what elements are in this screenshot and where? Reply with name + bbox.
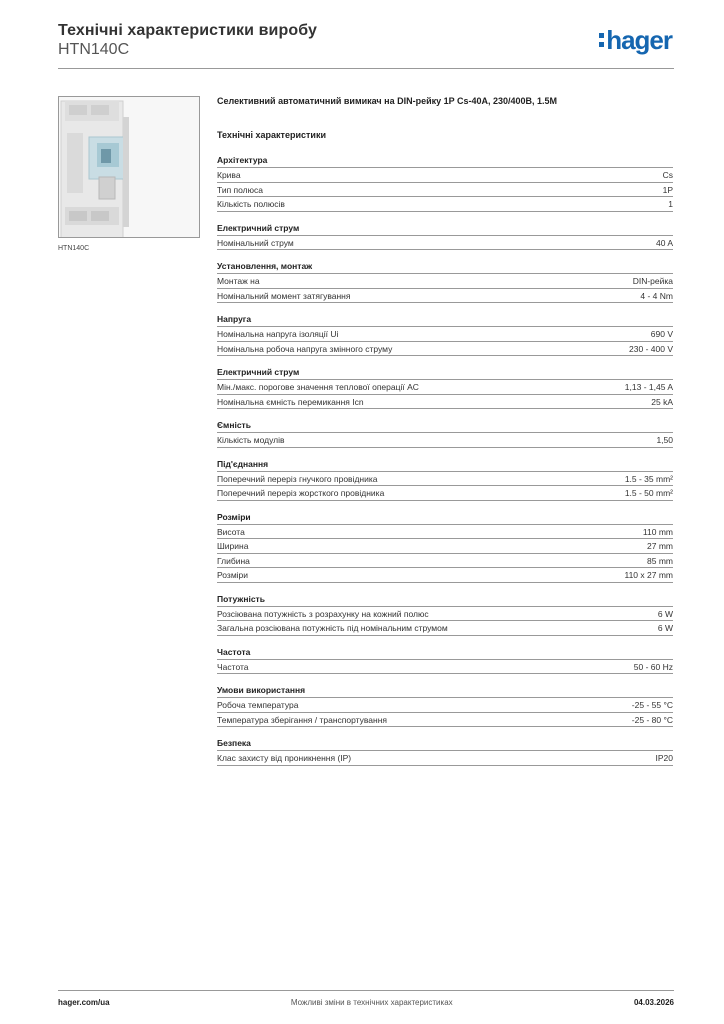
spec-value: 40 A	[655, 237, 673, 248]
header-divider	[58, 68, 674, 69]
spec-section	[217, 684, 673, 727]
spec-section	[217, 593, 673, 636]
spec-value: -25 - 80 °C	[631, 714, 673, 725]
section-title: Архітектура	[217, 154, 673, 168]
spec-row	[217, 472, 673, 487]
spec-label: Розсіювана потужність з розрахунку на кожний полюс	[217, 608, 429, 619]
section-title: Частота	[217, 646, 673, 660]
footer-website-link[interactable]: hager.com/ua	[58, 998, 110, 1007]
spec-section	[217, 511, 673, 583]
section-title: Безпека	[217, 737, 673, 751]
section-title: Ємність	[217, 419, 673, 433]
tech-characteristics-title: Технічні характеристики	[217, 130, 326, 140]
spec-label: Висота	[217, 526, 245, 537]
spec-section	[217, 646, 673, 675]
spec-sections	[217, 154, 673, 766]
spec-value: 110 mm	[642, 526, 673, 537]
spec-section	[217, 222, 673, 251]
spec-label: Ширина	[217, 541, 249, 551]
spec-row	[217, 236, 673, 251]
spec-row	[217, 168, 673, 183]
footer-disclaimer: Можливі зміни в технічних характеристиках	[290, 998, 453, 1007]
footer-date: 04.03.2026	[633, 998, 674, 1007]
logo-text: hager	[606, 25, 672, 55]
spec-row	[217, 568, 673, 583]
spec-label: Глибина	[217, 555, 250, 566]
spec-label: Загальна розсіювана потужність під номінальним струмом	[217, 623, 448, 633]
spec-row	[217, 395, 673, 410]
section-title: Електричний струм	[217, 222, 673, 236]
spec-label: Номінальна робоча напруга змінного струму	[217, 343, 393, 354]
spec-row	[217, 525, 673, 540]
spec-section	[217, 154, 673, 212]
spec-section	[217, 366, 673, 409]
spec-label: Мін./макс. порогове значення теплової операції AC	[217, 382, 419, 392]
spec-label: Температура зберігання / транспортування	[217, 714, 388, 725]
section-title: Під'єднання	[217, 458, 673, 472]
spec-row	[217, 197, 673, 212]
section-title: Потужність	[217, 593, 673, 607]
spec-label: Крива	[217, 170, 241, 180]
spec-label: Монтаж на	[217, 276, 260, 286]
section-title: Умови використання	[217, 684, 673, 698]
page-footer	[58, 998, 674, 1007]
spec-value: 1,50	[656, 435, 673, 445]
section-title: Розміри	[217, 511, 673, 525]
spec-value: 110 x 27 mm	[624, 570, 673, 580]
spec-content	[217, 96, 673, 776]
spec-value: 1.5 - 35 mm²	[624, 473, 673, 484]
spec-row	[217, 486, 673, 501]
spec-section	[217, 737, 673, 766]
spec-row	[217, 433, 673, 448]
spec-row	[217, 274, 673, 289]
spec-label: Поперечний переріз жорсткого провідника	[217, 488, 385, 498]
spec-value: 1.5 - 50 mm²	[624, 488, 673, 498]
section-title: Установлення, монтаж	[217, 260, 673, 274]
spec-row	[217, 342, 673, 357]
spec-value: 6 W	[657, 623, 673, 633]
product-description: Селективний автоматичний вимикач на DIN-рейку 1P Cs-40A, 230/400В, 1.5M	[217, 96, 558, 106]
spec-value: 6 W	[657, 608, 673, 619]
spec-section	[217, 260, 673, 303]
spec-value: Cs	[662, 170, 673, 180]
spec-row	[217, 751, 673, 766]
spec-section	[217, 458, 673, 501]
product-code: HTN140C	[58, 41, 130, 58]
spec-value: 690 V	[650, 329, 673, 339]
spec-value: 85 mm	[647, 555, 673, 566]
spec-label: Клас захисту від проникнення (IP)	[217, 753, 352, 763]
spec-label: Номінальний момент затягування	[217, 290, 351, 301]
spec-label: Робоча температура	[217, 700, 299, 710]
product-image	[58, 96, 200, 238]
spec-row	[217, 183, 673, 198]
hager-logo[interactable]	[599, 25, 672, 55]
spec-section	[217, 419, 673, 448]
spec-row	[217, 698, 673, 713]
spec-section	[217, 313, 673, 356]
spec-label: Номінальний струм	[217, 237, 294, 248]
spec-label: Розміри	[217, 570, 249, 580]
section-title: Електричний струм	[217, 366, 673, 380]
spec-value: IP20	[655, 753, 673, 763]
spec-row	[217, 660, 673, 675]
spec-row	[217, 713, 673, 728]
section-title: Напруга	[217, 313, 673, 327]
spec-value: 230 - 400 V	[629, 343, 673, 354]
spec-label: Кількість полюсів	[217, 199, 285, 209]
page-title: Технічні характеристики виробу	[58, 22, 317, 39]
spec-row	[217, 539, 673, 554]
spec-value: 4 - 4 Nm	[640, 290, 673, 301]
spec-row	[217, 607, 673, 622]
spec-value: DIN-рейка	[632, 276, 673, 286]
spec-label: Поперечний переріз гнучкого провідника	[217, 473, 378, 484]
spec-row	[217, 621, 673, 636]
circuit-breaker-icon	[59, 97, 200, 238]
footer-divider	[58, 990, 674, 991]
spec-value: 27 mm	[647, 541, 673, 551]
spec-label: Номінальна напруга ізоляції Ui	[217, 329, 339, 339]
spec-value: 25 kA	[651, 396, 673, 407]
spec-value: 1P	[662, 184, 673, 195]
spec-value: 1	[668, 199, 673, 209]
spec-label: Номінальна ємність перемикання Icn	[217, 396, 364, 407]
product-image-caption: HTN140C	[58, 245, 90, 252]
spec-row	[217, 380, 673, 395]
spec-label: Частота	[217, 661, 249, 672]
spec-value: -25 - 55 °C	[631, 700, 673, 710]
spec-row	[217, 289, 673, 304]
spec-value: 1,13 - 1,45 A	[624, 382, 673, 392]
page-header	[58, 22, 674, 59]
spec-row	[217, 327, 673, 342]
logo-colon-icon	[599, 33, 604, 51]
spec-value: 50 - 60 Hz	[633, 661, 673, 672]
spec-row	[217, 554, 673, 569]
spec-label: Кількість модулів	[217, 435, 285, 445]
spec-label: Тип полюса	[217, 184, 263, 195]
